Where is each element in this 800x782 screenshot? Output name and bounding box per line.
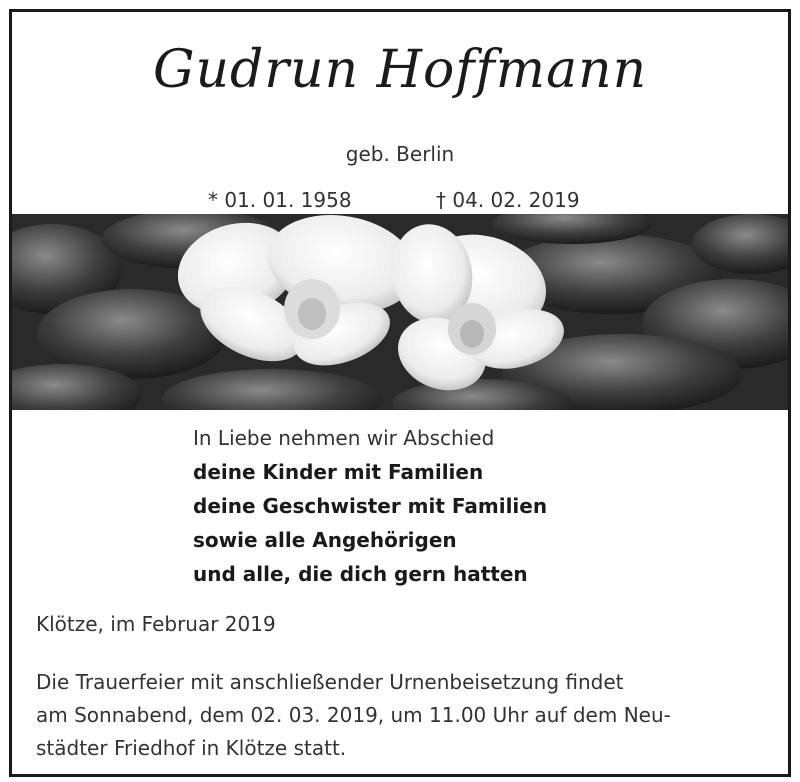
funeral-line: städter Friedhof in Klötze statt. bbox=[36, 736, 347, 760]
mourner-line: sowie alle Angehörigen bbox=[193, 528, 457, 552]
orchid-photo-illustration bbox=[12, 214, 788, 410]
funeral-notice bbox=[36, 666, 768, 765]
mourner-line: und alle, die dich gern hatten bbox=[193, 562, 528, 586]
obituary-notice bbox=[9, 9, 791, 777]
birth-date: * 01. 01. 1958 bbox=[208, 188, 352, 212]
maiden-name: geb. Berlin bbox=[345, 142, 455, 166]
farewell-intro: In Liebe nehmen wir Abschied bbox=[193, 426, 495, 450]
mourner-line: deine Geschwister mit Familien bbox=[193, 494, 548, 518]
mourners-block bbox=[193, 421, 547, 591]
deceased-name: Gudrun Hoffmann bbox=[152, 40, 648, 100]
orchid-stones-photo bbox=[12, 214, 788, 410]
funeral-line: Die Trauerfeier mit anschließender Urnenbeisetzung findet bbox=[36, 670, 624, 694]
place-date: Klötze, im Februar 2019 bbox=[36, 612, 276, 636]
death-date: † 04. 02. 2019 bbox=[436, 188, 580, 212]
mourner-line: deine Kinder mit Familien bbox=[193, 460, 484, 484]
funeral-line: am Sonnabend, dem 02. 03. 2019, um 11.00 Uhr auf dem Neu- bbox=[36, 703, 671, 727]
